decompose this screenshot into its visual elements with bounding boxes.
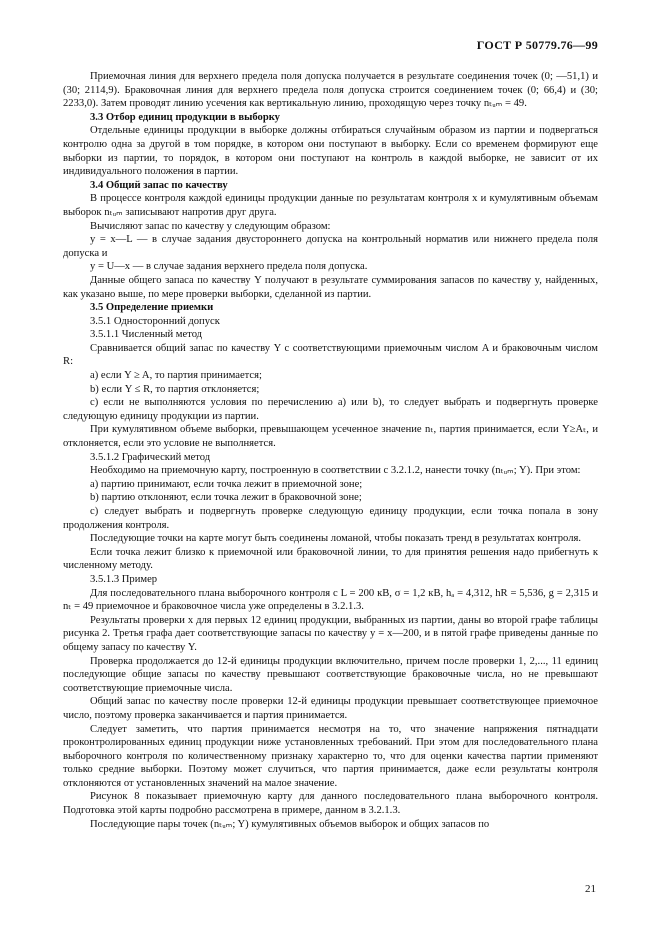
paragraph: b) партию отклоняют, если точка лежит в браковочной зоне; <box>90 492 362 504</box>
paragraph: 3.5.1.1 Численный метод <box>90 329 203 341</box>
paragraph: Необходимо на приемочную карту, построенную в соответствии с 3.2.1.2, нанести точку (nₜᵤₘ; Y). При этом: <box>90 465 581 477</box>
paragraph: 3.5.1.3 Пример <box>90 573 158 585</box>
paragraph: Сравнивается общий запас по качеству Y с соответствующими приемочным числом A и браковочным числом R: <box>63 342 598 368</box>
paragraph: Проверка продолжается до 12-й единицы продукции включительно, причем после проверки 1, 2,..., 11 единиц последующие общие запасы по качеству превышают соответствующие браковочные числа, но не превышают соответствующие приемочные числа. <box>63 655 598 694</box>
section-heading: 3.4 Общий запас по качеству <box>90 179 228 191</box>
paragraph: a) если Y ≥ A, то партия принимается; <box>90 370 262 382</box>
paragraph: Данные общего запаса по качеству Y получают в результате суммирования запасов по качеству y, найденных, как указано выше, по мере проверки выборки, сделанной из партии. <box>63 274 598 300</box>
paragraph: Последующие точки на карте могут быть соединены ломаной, чтобы показать тренд в результатах контроля. <box>90 533 582 545</box>
paragraph: Общий запас по качеству после проверки 12-й единицы продукции превышает соответствующее приемочное число, поэтому проверка заканчивается и партия принимается. <box>63 696 598 721</box>
paragraph: Вычисляют запас по качеству y следующим образом: <box>90 220 331 232</box>
document-body <box>63 70 598 831</box>
paragraph: c) следует выбрать и подвергнуть проверке следующую единицу продукции, если точка попала в зону продолжения контроля. <box>63 506 598 531</box>
paragraph: В процессе контроля каждой единицы продукции данные по результатам контроля x и кумулятивным объемам выборок nₜᵤₘ записывают напротив друг друга. <box>63 193 598 218</box>
document-header: ГОСТ Р 50779.76—99 <box>476 38 598 52</box>
paragraph: y = x—L — в случае задания двустороннего допуска на контрольный норматив или нижнего предела поля допуска и <box>63 234 598 259</box>
paragraph: Отдельные единицы продукции в выборке должны отбираться случайным образом из партии и подвергаться контролю одна за другой в том порядке, в котором они поступают в выборку. Если со временем формируют еще выборки из партии, то порядок, в котором они поступают на контроль в каждой выборке, не зависит от их индивидуального положения в партии. <box>63 125 598 178</box>
paragraph: Последующие пары точек (nₜᵤₘ; Y) кумулятивных объемов выборок и общих запасов по <box>90 818 490 830</box>
paragraph: a) партию принимают, если точка лежит в приемочной зоне; <box>90 478 363 490</box>
paragraph: Следует заметить, что партия принимается несмотря на то, что значение напряжения пятнадцати проконтролированных единиц продукции ниже установленных требований. При этом для последовательного плана выборочного контроля по количественному признаку характерно то, что для оценки качества партии применяют только средние выборки. Поэтому может случиться, что партия принимается, даже если результаты контроля отклоняются от установленных значений на малое значение. <box>63 723 598 789</box>
paragraph: Рисунок 8 показывает приемочную карту для данного последовательного плана выборочного контроля. Подготовка этой карты подробно рассмотрена в примере, данном в 3.2.1.3. <box>63 791 598 817</box>
paragraph: Результаты проверки x для первых 12 единиц продукции, выбранных из партии, даны во второй графе таблицы рисунка 2. Третья графа дает соответствующие запасы по качеству y = x—200, и в пятой графе приведены данные по общему запасу по качеству Y. <box>63 614 598 653</box>
paragraph: Для последовательного плана выборочного контроля с L = 200 кВ, σ = 1,2 кВ, hₐ = 4,312, hR = 5,536, g = 2,315 и nₜ = 49 приемочное и браковочное числа уже определены в 3.2.1.3. <box>63 587 598 613</box>
paragraph: c) если не выполняются условия по перечислению a) или b), то следует выбрать и подвергнуть проверке следующую единицу продукции из партии. <box>63 397 598 422</box>
paragraph: Приемочная линия для верхнего предела поля допуска получается в результате соединения точек (0; —51,1) и (30; 2114,9). Браковочная линия для верхнего предела поля допуска строится соединением точек (0; 66,4) и (30; 2233,0). Затем проводят линию усечения как вертикальную линию, проходящую через точку nₜᵤₘ = 49. <box>63 71 598 110</box>
paragraph: 3.5.1 Односторонний допуск <box>90 315 220 327</box>
section-heading: 3.5 Определение приемки <box>90 302 214 314</box>
paragraph: y = U—x — в случае задания верхнего предела поля допуска. <box>90 261 368 273</box>
section-heading: 3.3 Отбор единиц продукции в выборку <box>90 111 280 123</box>
paragraph: b) если Y ≤ R, то партия отклоняется; <box>90 383 260 395</box>
paragraph: Если точка лежит близко к приемочной или браковочной линии, то для принятия решения надо прибегнуть к численному методу. <box>63 546 598 572</box>
paragraph: При кумулятивном объеме выборки, превышающем усеченное значение nₜ, партия принимается, если Y≥Aₜ, и отклоняется, если это условие не выполняется. <box>63 424 598 450</box>
paragraph: 3.5.1.2 Графический метод <box>90 451 211 463</box>
page-number: 21 <box>585 883 596 895</box>
